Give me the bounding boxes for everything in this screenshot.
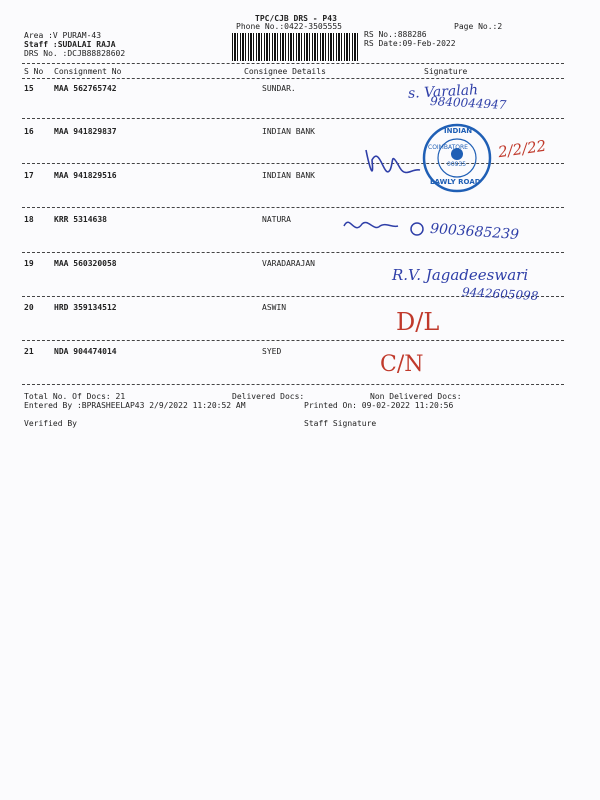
page-number: Page No.:2 [454, 22, 503, 31]
stamp-center-text: COIMBATORE [428, 144, 468, 151]
rs-date: RS Date:09-Feb-2022 [364, 39, 456, 48]
handwritten-circle-mark [408, 220, 428, 240]
row-consignee: ASWIN [262, 303, 287, 312]
row-consignee: INDIAN BANK [262, 171, 315, 180]
row-consignment: HRD 359134512 [54, 303, 117, 312]
row-sno: 17 [24, 171, 34, 180]
total-docs: Total No. Of Docs: 21 [24, 392, 126, 401]
row-consignment: MAA 562765742 [54, 84, 117, 93]
row-consignee: NATURA [262, 215, 291, 224]
handwritten-phone: 9003685239 [429, 220, 520, 244]
divider [22, 78, 564, 79]
document-title: TPC/CJB DRS - P43 [255, 14, 337, 23]
divider [22, 384, 564, 385]
row-sno: 19 [24, 259, 34, 268]
row-consignee: INDIAN BANK [262, 127, 315, 136]
stamp-top-text: INDIAN [444, 127, 473, 135]
row-sno: 18 [24, 215, 34, 224]
row-consignment: NDA 904474014 [54, 347, 117, 356]
col-sno: S No [24, 67, 44, 76]
row-consignee: VARADARAJAN [262, 259, 315, 268]
row-sno: 21 [24, 347, 34, 356]
handwritten-phone: 9840044947 [429, 94, 507, 112]
handwritten-phone: 9442605098 [461, 285, 539, 303]
handwritten-date: 2/2/22 [496, 136, 548, 162]
col-consignee: Consignee Details [244, 67, 326, 76]
handwritten-signature [340, 210, 400, 240]
drs-number: DRS No. :DCJB88828602 [24, 49, 126, 58]
entered-by: Entered By :BPRASHEELAP43 2/9/2022 11:20:52 AM [24, 401, 246, 410]
handwritten-name: R.V. Jagadeeswari [392, 266, 529, 284]
staff-label: Staff :SUDALAI RAJA [24, 40, 116, 49]
divider [22, 118, 564, 119]
handwritten-status-mark: C/N [380, 352, 424, 377]
stamp-bottom-text: LAWLY ROAD [430, 178, 481, 186]
delivered-docs: Delivered Docs: [232, 392, 305, 401]
row-sno: 16 [24, 127, 34, 136]
row-sno: 15 [24, 84, 34, 93]
handwritten-name: s. Varalah [407, 82, 479, 102]
row-consignee: SYED [262, 347, 282, 356]
non-delivered-docs: Non Delivered Docs: [370, 392, 462, 401]
divider [22, 63, 564, 64]
phone-number: Phone No.:0422-3505555 [236, 22, 342, 31]
row-sno: 20 [24, 303, 34, 312]
printed-on: Printed On: 09-02-2022 11:20:56 [304, 401, 454, 410]
row-consignment: KRR 5314638 [54, 215, 107, 224]
row-consignee: SUNDAR. [262, 84, 296, 93]
barcode [232, 33, 360, 61]
stamp-pin: 00935 [447, 161, 467, 168]
divider [22, 207, 564, 208]
handwritten-status-mark: D/L [396, 308, 440, 336]
row-consignment: MAA 941829837 [54, 127, 117, 136]
col-consignment: Consignment No [54, 67, 122, 76]
row-consignment: MAA 560320058 [54, 259, 117, 268]
row-consignment: MAA 941829516 [54, 171, 117, 180]
verified-by: Verified By [24, 419, 77, 428]
divider [22, 252, 564, 253]
divider [22, 340, 564, 341]
rs-number: RS No.:888286 [364, 30, 427, 39]
staff-signature-label: Staff Signature [304, 419, 377, 428]
col-signature: Signature [424, 67, 468, 76]
area-label: Area :V PURAM-43 [24, 31, 102, 40]
